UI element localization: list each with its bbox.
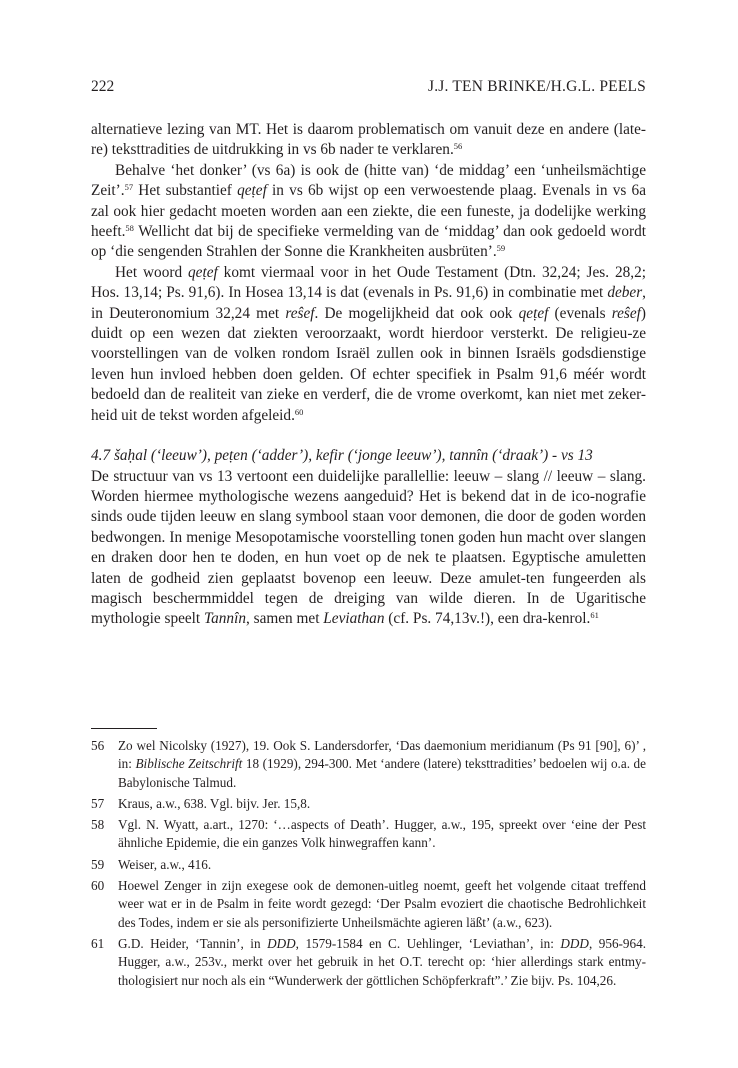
text: . De mogelijkheid dat ook ook xyxy=(314,304,519,322)
title: DDD xyxy=(267,935,296,951)
term: Tannîn xyxy=(204,610,246,628)
footnote-60 xyxy=(91,877,646,932)
text: G.D. Heider, ‘Tannin’, in xyxy=(118,935,268,951)
footnote-ref-57[interactable]: 57 xyxy=(124,182,134,193)
footnotes xyxy=(91,737,646,993)
text: De structuur van vs 13 vertoont een duidelijke parallellie: leeuw – slang // leeuw – slang. Worden hiermee mythologische wezens aangeduid? Het is bekend dat in de ico-nografie sinds oude tijden leeuw en slang symbool staan voor demonen, die door de goden worden bedwongen. In menige Mesopotamische voorstelling tonen goden hun macht over slangen en draken door hen te doden, en hun voet op de nek te plaatsen. Egyptische amuletten laten de godheid zien geplaatst bovenop een leeuw. Deze amulet-ten fungeerden als magisch beschermmiddel tegen de dreiging van wilde dieren. In de Ugaritische mythologie speelt xyxy=(91,467,646,628)
main-text xyxy=(91,120,646,630)
footnote-56 xyxy=(91,737,646,792)
paragraph-1 xyxy=(91,120,646,161)
term: qeṭef xyxy=(237,182,267,200)
page-number: 222 xyxy=(91,78,115,95)
term: Leviathan xyxy=(323,610,385,628)
footnote-ref-60[interactable]: 60 xyxy=(294,406,304,417)
term: qeṭef xyxy=(188,263,218,281)
section-heading: 4.7 šaḥal (‘leeuw’), peṭen (‘adder’), kefir (‘jonge leeuw’), tannîn (‘draak’) - vs 13 xyxy=(91,447,593,465)
text: alternatieve lezing van MT. Het is daarom problematisch om vanuit deze en andere (late-re) teksttradities de uitdrukking in vs 6b nader te verklaren. xyxy=(91,121,646,159)
text: ) duidt op een wezen dat ziekten veroorzaakt, wordt hierdoor versterkt. De religieu-ze voorstellingen van de volken rondom Israël zullen ook in binnen Israëls godsdienstige leven hun invloed hebben doen gelden. Of echter specifiek in Psalm 91,6 méér wordt bedoeld dan de realiteit van zieke en verderf, die de vrome overkomt, kan niet met zeker-heid uit de tekst worden afgeleid. xyxy=(91,304,646,424)
text: (evenals xyxy=(548,304,612,322)
footnote-ref-59[interactable]: 59 xyxy=(496,243,506,254)
footnote-59 xyxy=(91,856,646,874)
text: Vgl. N. Wyatt, a.art., 1270: ‘…aspects of Death’. Hugger, a.w., 195, spreekt over ‘eine der Pest ähnliche Epidemie, die ein ganzes Volk hinwegraffen kann’. xyxy=(118,817,646,851)
footnote-number: 60 xyxy=(91,878,105,894)
text: Zo wel Nicolsky (1927), 19. Ook S. Landersdorfer, ‘Das daemonium meridianum (Ps 91 [90], 6)’ , in: xyxy=(118,738,646,772)
title: Biblische Zeitschrift xyxy=(135,756,243,772)
text: 18 (1929), 294-300. Met ‘andere (latere) teksttradities’ bedoelen wij o.a. de Babylonische Talmud. xyxy=(118,756,646,790)
footnote-number: 56 xyxy=(91,738,105,753)
text: Kraus, a.w., 638. Vgl. bijv. Jer. 15,8. xyxy=(118,795,311,811)
text: Het substantief xyxy=(133,182,238,200)
paragraph-4 xyxy=(91,467,646,630)
term: reŝef xyxy=(285,304,315,322)
text: komt viermaal voor in het Oude Testament (Dtn. 32,24; Jes. 28,2; Hos. 13,14; Ps. 91,6). In Hosea 13,14 is dat (evenals in Ps. 91,6) in combinatie met xyxy=(91,263,646,302)
footnote-number: 58 xyxy=(91,817,105,833)
footnote-ref-56[interactable]: 56 xyxy=(453,141,463,152)
footnote-58 xyxy=(91,816,646,853)
footnote-61 xyxy=(91,935,646,990)
paragraph-2 xyxy=(91,161,646,263)
paragraph-3 xyxy=(91,263,646,426)
text: (cf. Ps. 74,13v.!), een dra-kenrol. xyxy=(384,610,591,628)
text: Weiser, a.w., 416. xyxy=(118,856,212,872)
text: , samen met xyxy=(245,610,324,628)
term: deber xyxy=(607,284,643,302)
running-title: J.J. TEN BRINKE/H.G.L. PEELS xyxy=(427,78,646,95)
title: DDD xyxy=(560,935,589,951)
text: Wellicht dat bij de specifieke vermelding van de ‘middag’ dan ook gedoeld wordt op ‘die sengenden Strahlen der Sonne die Krankheiten ausbrüten’. xyxy=(91,223,646,261)
footnote-ref-61[interactable]: 61 xyxy=(590,610,599,621)
footnote-number: 57 xyxy=(91,795,105,811)
term: qeṭef xyxy=(518,304,549,322)
footnote-57 xyxy=(91,795,646,813)
footnote-divider xyxy=(91,728,157,729)
term: reŝef xyxy=(611,304,641,322)
footnote-number: 61 xyxy=(91,935,105,951)
text: Behalve ‘het donker’ (vs 6a) is ook de (hitte van) ‘de middag’ een ‘unheilsmächtige Zeit’. xyxy=(91,161,646,200)
text: , 1579-1584 en C. Uehlinger, ‘Leviathan’, in: xyxy=(295,935,561,951)
running-header xyxy=(91,78,646,100)
footnote-ref-58[interactable]: 58 xyxy=(125,223,134,234)
footnote-number: 59 xyxy=(91,856,105,872)
text: Het woord xyxy=(115,263,189,281)
text: , 956-964. Hugger, a.w., 253v., merkt over het gebruik in het O.T. terecht op: ‘hier allerdings stark entmy-thologisiert nur noch als ein “Wunderwerk der göttlichen Schöpferkraft”.’ Zie bijv. Ps. 104,26. xyxy=(118,935,647,988)
text: , in Deuteronomium 32,24 met xyxy=(91,284,646,322)
text: in vs 6b wijst op een verwoestende plaag. Evenals in vs 6a zal ook hier gedacht moeten worden aan een ziekte, die een funeste, ja dodelijke werking heeft. xyxy=(91,182,646,241)
text: Hoewel Zenger in zijn exegese ook de demonen-uitleg noemt, geeft het volgende citaat treffend weer wat er in de Psalm in feite wordt gezegd: ‘Der Psalm evoziert die chaotische Bedrohlichkeit des Todes, indem er sie als personifizierte Unheilsmächte agieren läßt’ (a.w., 623). xyxy=(118,878,646,930)
